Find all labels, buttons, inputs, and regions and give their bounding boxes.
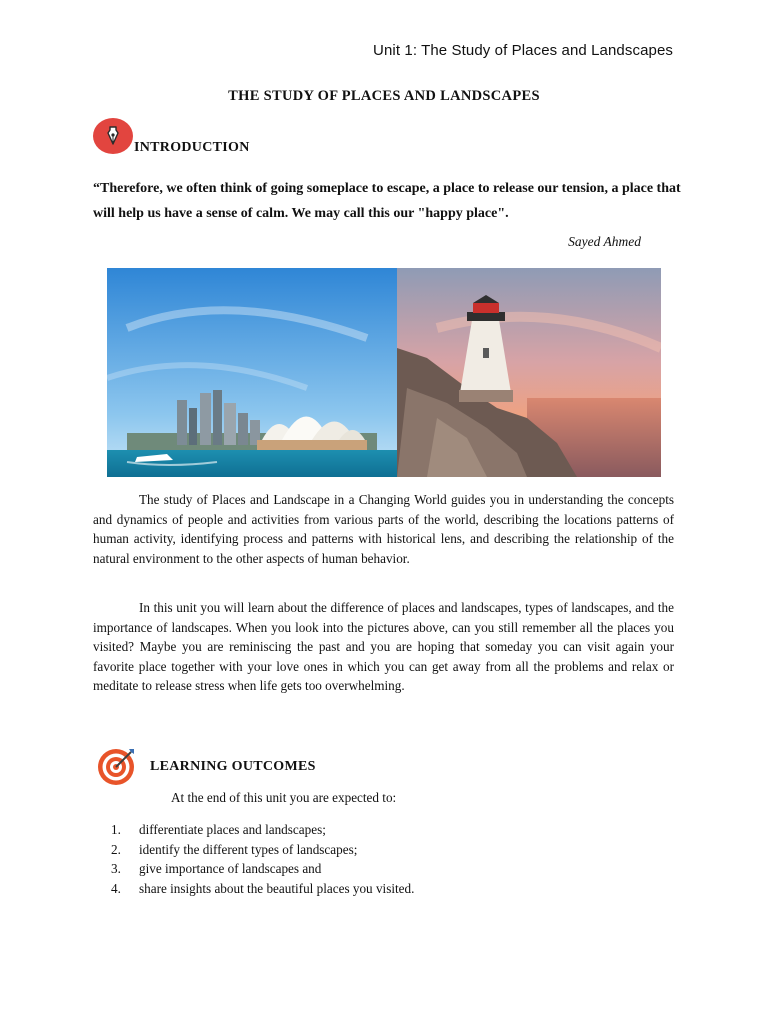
- photo-collage: [107, 268, 661, 477]
- list-item-text: identify the different types of landscapes;: [139, 841, 358, 857]
- list-item: [111, 840, 414, 860]
- sydney-opera-house-photo: [107, 268, 397, 477]
- learning-outcomes-heading: LEARNING OUTCOMES: [150, 759, 316, 774]
- list-item-number: 1.: [111, 822, 121, 837]
- intro-quote: “Therefore, we often think of going someplace to escape, a place to release our tension, a place that will help us have a sense of calm. We may call this our "happy place".: [93, 181, 681, 221]
- unit-header: Unit 1: The Study of Places and Landscapes: [373, 42, 673, 59]
- list-item: [111, 879, 414, 899]
- list-item: [111, 820, 414, 840]
- list-item-number: 3.: [111, 861, 121, 877]
- lighthouse-photo: [397, 268, 661, 477]
- introduction-heading: INTRODUCTION: [134, 140, 250, 155]
- outcomes-list: [111, 820, 414, 898]
- quote-author: Sayed Ahmed: [568, 234, 641, 249]
- unit-paragraph: In this unit you will learn about the difference of places and landscapes, types of landscapes, and the importance of landscapes. When you look into the pictures above, can you still remember all the places you visited? Maybe you are reminiscing the past and you are hoping that someday you can visit again your favorite place together with your love ones in which you can get away from all the problems and relax or meditate to release stress when life gets too overwhelming.: [93, 600, 674, 694]
- list-item-text: differentiate places and landscapes;: [139, 822, 326, 837]
- list-item-number: 4.: [111, 880, 121, 896]
- intro-paragraph: The study of Places and Landscape in a Changing World guides you in understanding the concepts and dynamics of people and activities from various parts of the world, describing the locations patterns of human activity, identifying process and patterns with historical lens, and describing the relationship of the natural environment to the other aspects of human behavior.: [93, 492, 674, 566]
- list-item: [111, 859, 414, 879]
- document-title: THE STUDY OF PLACES AND LANDSCAPES: [228, 88, 540, 104]
- learning-outcomes-intro: At the end of this unit you are expected to:: [171, 790, 397, 805]
- target-icon: [96, 745, 138, 787]
- pen-nib-icon: [93, 118, 133, 154]
- list-item-number: 2.: [111, 841, 121, 857]
- list-item-text: give importance of landscapes and: [139, 861, 322, 877]
- list-item-text: share insights about the beautiful places you visited.: [139, 880, 415, 896]
